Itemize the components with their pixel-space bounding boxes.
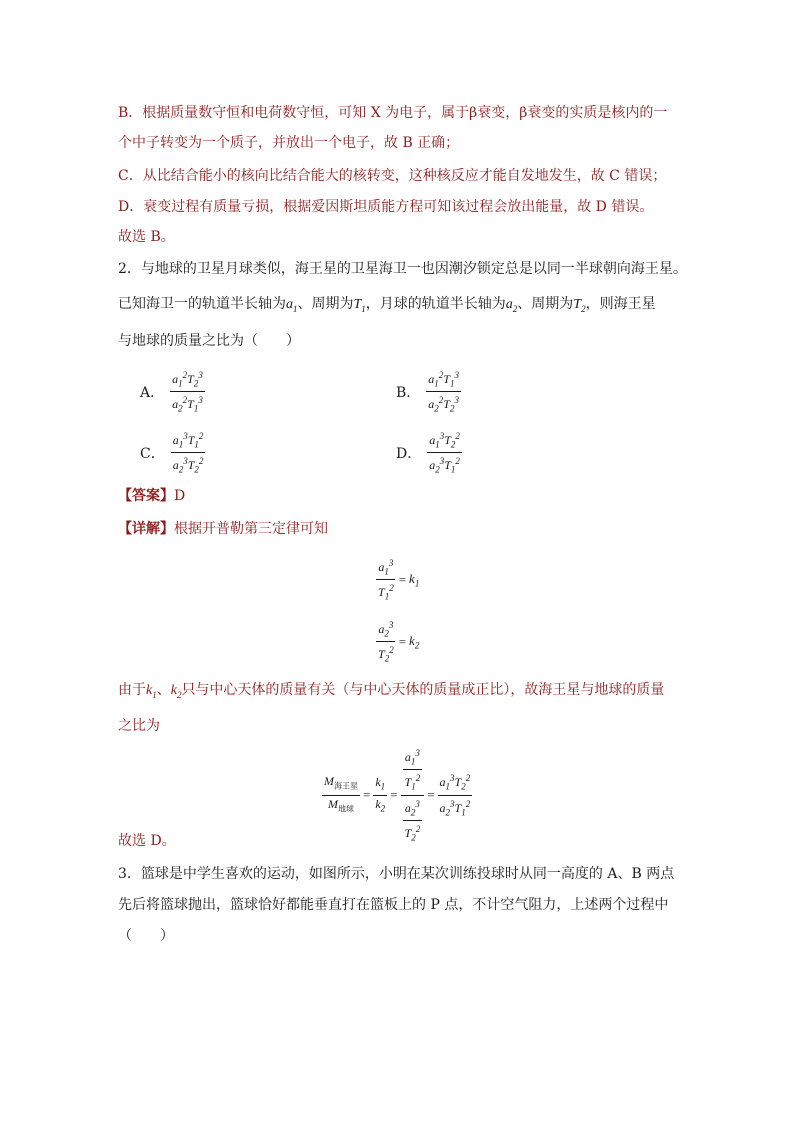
option-a-formula: $\frac{a_1^2T_2^3}{a_2^2T_1^3}$ <box>172 370 203 414</box>
option-b-formula: $\frac{a_1^2T_1^3}{a_2^2T_2^3}$ <box>428 370 459 414</box>
q2-detail: 【详解】根据开普勒第三定律可知 <box>118 521 328 537</box>
q2-stem-line3: 与地球的质量之比为（ ） <box>118 333 300 349</box>
analysis-c-line: C．从比结合能小的核向比结合能大的核转变，这种核反应才能自发地发生，故 C 错误； <box>118 168 667 184</box>
analysis-d-line: D．衰变过程有质量亏损，根据爱因斯坦质能方程可知该过程会放出能量，故 D 错误。 <box>118 199 654 215</box>
q2-option-a[interactable]: A． $\frac{a_1^2T_2^3}{a_2^2T_1^3}$ <box>140 370 203 414</box>
equation-mass-ratio: $\frac{M_{海王星}}{M_{地球}}$ = $\frac{k_1}{k_2}$ = $\frac{\frac{a_1^3}{T_1^2}}{\frac{a_2^3}{T_2^2}}$ = $\frac{a_1^3T_2^2}{a_2^3T_1^2}$ <box>324 748 471 843</box>
q2-option-b[interactable]: B． $\frac{a_1^2T_1^3}{a_2^2T_2^3}$ <box>396 370 459 414</box>
q3-stem-line2: 先后将篮球抛出，篮球恰好都能垂直打在篮板上的 P 点，不计空气阻力，上述两个过程中 <box>118 897 669 913</box>
option-c-formula: $\frac{a_1^3T_1^2}{a_2^3T_2^2}$ <box>172 431 204 475</box>
q2-reason-line2: 之比为 <box>118 718 160 734</box>
equation-k1: $\frac{a_1^3}{T_1^2}$ = $k_1$ <box>378 558 420 602</box>
q2-option-c[interactable]: C． $\frac{a_1^3T_1^2}{a_2^3T_2^2}$ <box>140 431 204 475</box>
equation-k2: $\frac{a_2^3}{T_2^2}$ = $k_2$ <box>378 620 420 664</box>
q2-stem-line1: 2．与地球的卫星月球类似，海王星的卫星海卫一也因潮汐锁定总是以同一半球朝向海王星。 <box>118 261 687 277</box>
q3-stem-line1: 3．篮球是中学生喜欢的运动，如图所示，小明在某次训练投球时从同一高度的 A、B 两点 <box>118 866 675 882</box>
q2-stem-line2: 已知海卫一的轨道半长轴为$a_1$、周期为$T_1$，月球的轨道半长轴为$a_2$、周期为$T_2$，则海王星 <box>118 296 656 314</box>
analysis-b-line1: B．根据质量数守恒和电荷数守恒，可知 X 为电子，属于β衰变，β衰变的实质是核内的一 <box>118 105 668 121</box>
analysis-b-line2: 个中子转变为一个质子，并放出一个电子，故 B 正确； <box>118 135 460 151</box>
q2-option-d[interactable]: D． $\frac{a_1^3T_2^2}{a_2^3T_1^2}$ <box>396 431 460 475</box>
analysis-conclusion: 故选 B。 <box>118 229 175 245</box>
q3-stem-line3: （ ） <box>118 928 174 944</box>
option-d-formula: $\frac{a_1^3T_2^2}{a_2^3T_1^2}$ <box>429 431 460 475</box>
q2-reason-line1: 由于$k_1$、$k_2$只与中心天体的质量有关（与中心天体的质量成正比），故海王星与地球的质量 <box>118 682 665 700</box>
q2-conclusion: 故选 D。 <box>118 833 176 849</box>
q2-answer: 【答案】D <box>118 488 186 504</box>
